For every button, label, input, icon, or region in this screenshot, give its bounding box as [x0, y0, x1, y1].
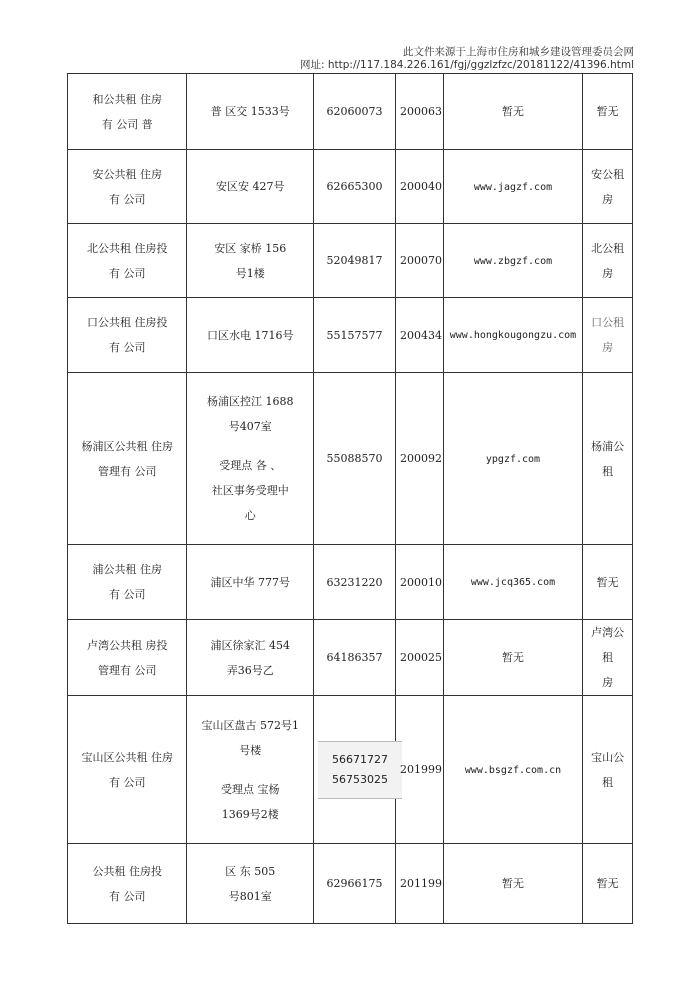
table-row: [68, 844, 633, 924]
address-line: 普 区交 1533号: [210, 105, 290, 118]
zip-cell: 200434: [396, 298, 444, 373]
company-name-line: 公共租 住房投: [92, 864, 162, 878]
note-line: 房: [602, 192, 614, 206]
address-spacer: [191, 763, 309, 777]
note-cell: [583, 224, 633, 298]
company-name-line: 宝山区公共租 住房: [81, 750, 173, 764]
phone-cell: 52049817: [314, 224, 396, 298]
company-name-line: 有 公司: [108, 266, 146, 280]
address-line: 浦区徐家汇 454: [210, 638, 290, 652]
note-line: 房: [602, 676, 614, 689]
address-cell: [187, 74, 314, 150]
company-name-cell: [68, 74, 187, 150]
address-line: 受理点 各 、: [219, 459, 282, 472]
address-cell: [187, 298, 314, 373]
housing-company-table: [67, 73, 633, 924]
phone-number: 56753025: [332, 772, 389, 786]
zip-cell: 201999: [396, 696, 444, 844]
note-line: 口公租: [591, 316, 625, 329]
address-line: 安区安 427号: [216, 180, 285, 193]
company-name-line: 有 公司: [108, 192, 146, 206]
website-cell: 暂无: [443, 620, 583, 696]
company-name-cell: [68, 696, 187, 844]
phone-number: 56671727: [332, 752, 389, 766]
note-line: 暂无: [596, 105, 619, 118]
website-cell: [443, 298, 583, 373]
note-line: 暂无: [596, 877, 619, 890]
address-line: 杨浦区控江 1688: [207, 395, 294, 408]
address-cell: [187, 844, 314, 924]
zip-cell: 200092: [396, 373, 444, 545]
address-line: 浦区中华 777号: [210, 575, 290, 589]
address-cell: [187, 373, 314, 545]
website-cell: [443, 545, 583, 620]
website-cell: [443, 224, 583, 298]
company-name-cell: [68, 298, 187, 373]
address-line: 号楼: [239, 743, 262, 757]
address-line: 社区事务受理中: [211, 484, 289, 497]
note-line: 北公租: [591, 241, 625, 255]
company-name-line: 杨浦区公共租 住房: [81, 439, 173, 453]
address-line: 1369号2楼: [221, 807, 279, 821]
company-name-line: 安公共租 住房: [92, 167, 162, 181]
company-name-cell: [68, 545, 187, 620]
table-row: [68, 74, 633, 150]
note-line: 房: [602, 341, 614, 354]
website-link[interactable]: ypgzf.com: [485, 453, 541, 465]
address-line: 号801室: [228, 889, 272, 903]
table-row: [68, 298, 633, 373]
address-cell: [187, 150, 314, 224]
address-line: 号1楼: [235, 266, 265, 280]
address-cell: [187, 696, 314, 844]
address-line: 区 东 505: [225, 864, 276, 878]
company-name-cell: [68, 224, 187, 298]
note-cell: [583, 150, 633, 224]
table-row: [68, 620, 633, 696]
company-name-cell: [68, 373, 187, 545]
zip-cell: 200040: [396, 150, 444, 224]
source-line: 此文件来源于上海市住房和城乡建设管理委员会网: [403, 46, 634, 58]
phone-cell: 55157577: [314, 298, 396, 373]
company-name-line: 有 公司: [108, 775, 146, 789]
website-link[interactable]: www.bsgzf.com.cn: [464, 764, 562, 776]
phone-numbers-box: [318, 741, 402, 799]
website-link[interactable]: www.hongkougongzu.com: [449, 330, 577, 341]
company-name-line: 卢湾公共租 房投: [86, 638, 168, 652]
note-cell: [583, 620, 633, 696]
zip-cell: 200025: [396, 620, 444, 696]
address-line: 宝山区盘古 572号1: [201, 718, 299, 732]
note-line: 房: [602, 266, 614, 280]
website-cell: 暂无: [443, 74, 583, 150]
company-name-line: 管理有 公司: [97, 663, 157, 677]
company-name-line: 有 公司: [108, 341, 146, 354]
note-cell: [583, 298, 633, 373]
table-row: [68, 224, 633, 298]
company-name-cell: [68, 844, 187, 924]
phone-cell: 63231220: [314, 545, 396, 620]
note-cell: [583, 545, 633, 620]
website-link[interactable]: www.jcq365.com: [470, 577, 556, 588]
company-name-line: 口公共租 住房投: [86, 316, 168, 329]
website-cell: [443, 373, 583, 545]
address-line: 口区水电 1716号: [207, 328, 294, 342]
note-cell: [583, 696, 633, 844]
zip-cell: 201199: [396, 844, 444, 924]
company-name-cell: [68, 620, 187, 696]
website-link[interactable]: www.jagzf.com: [473, 181, 553, 193]
company-name-line: 和公共租 住房: [92, 92, 162, 106]
address-cell: [187, 545, 314, 620]
phone-cell: 64186357: [314, 620, 396, 696]
note-line: 暂无: [596, 575, 619, 589]
note-line: 宝山公租: [591, 750, 625, 789]
website-cell: [443, 150, 583, 224]
company-name-line: 浦公共租 住房: [92, 563, 162, 576]
table-row: [68, 373, 633, 545]
address-line: 弄36号乙: [226, 663, 274, 677]
company-name-cell: [68, 150, 187, 224]
company-name-line: 有 公司: [108, 588, 146, 601]
website-cell: [443, 696, 583, 844]
phone-cell: 62966175: [314, 844, 396, 924]
phone-cell: 62665300: [314, 150, 396, 224]
company-name-line: 有 公司: [108, 889, 146, 903]
address-cell: [187, 224, 314, 298]
address-spacer: [191, 439, 309, 453]
note-line: 杨浦公租: [591, 439, 625, 478]
address-cell: [187, 620, 314, 696]
table-row: [68, 545, 633, 620]
phone-cell: 62060073: [314, 74, 396, 150]
note-line: 安公租: [591, 167, 625, 181]
company-name-line: 管理有 公司: [97, 464, 157, 478]
address-line: 安区 家桥 156: [214, 241, 287, 255]
company-name-line: 有 公司 普: [101, 117, 153, 131]
note-cell: [583, 373, 633, 545]
address-line: 受理点 宝杨: [221, 782, 280, 796]
address-line: 心: [244, 509, 256, 522]
table-row: [68, 150, 633, 224]
zip-cell: 200063: [396, 74, 444, 150]
company-name-line: 北公共租 住房投: [86, 241, 168, 255]
note-cell: [583, 844, 633, 924]
note-cell: [583, 74, 633, 150]
source-header: [300, 46, 634, 72]
zip-cell: 200010: [396, 545, 444, 620]
phone-cell: 55088570: [314, 373, 396, 545]
website-link[interactable]: www.zbgzf.com: [473, 255, 553, 267]
source-url: 网址: http://117.184.226.161/fgj/ggzlzfzc/20181122/41396.html: [299, 59, 634, 71]
phone-cell: [314, 696, 396, 844]
website-cell: 暂无: [443, 844, 583, 924]
address-line: 号407室: [228, 420, 272, 433]
zip-cell: 200070: [396, 224, 444, 298]
table-row: [68, 696, 633, 844]
note-line: 卢湾公租: [591, 626, 625, 664]
